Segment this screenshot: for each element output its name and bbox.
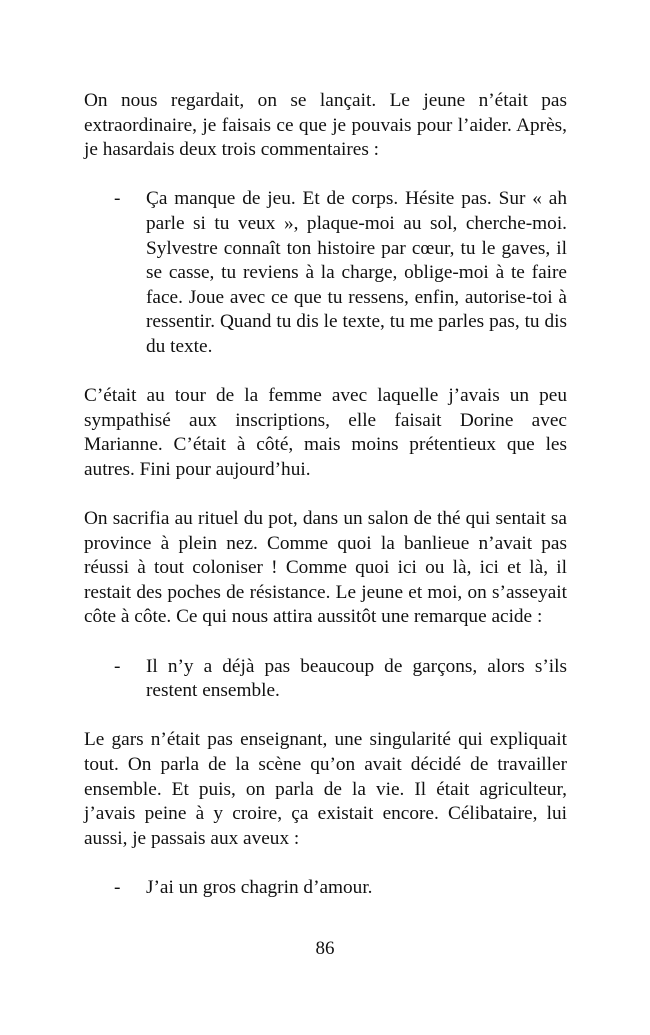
- dialogue-dash: -: [114, 188, 121, 210]
- dialogue-text: Ça manque de jeu. Et de corps. Hésite pas. Sur « ah parle si tu veux », plaque-moi au sol, cherche-moi. Sylvestre connaît ton histoire par cœur, tu le gaves, il se casse, tu reviens à la charge, oblige-moi à te faire face. Joue avec ce que tu ressens, enfin, autorise-toi à ressentir. Quand tu dis le texte, tu me parles pas, tu dis du texte.: [146, 188, 567, 357]
- dialogue-text: J’ai un gros chagrin d’amour.: [146, 877, 373, 898]
- dialogue-text: Il n’y a déjà pas beaucoup de garçons, alors s’ils restent ensemble.: [146, 655, 567, 702]
- dialogue-dash: -: [114, 655, 121, 677]
- spacer: [84, 630, 567, 655]
- spacer: [84, 163, 567, 188]
- paragraph-4: Le gars n’était pas enseignant, une singularité qui expliquait tout. On parla de la scène qu’on avait décidé de travailler ensemble. Et puis, on parla de la vie. Il était agriculteur, j’avais peine à y croire, ça existait encore. Célibataire, lui aussi, je passais aux aveux :: [84, 729, 567, 849]
- dialogue-3: [84, 876, 567, 901]
- dialogue-2: [84, 655, 567, 704]
- spacer: [84, 360, 567, 385]
- dialogue-dash: -: [114, 877, 121, 898]
- page-body: [84, 89, 567, 901]
- spacer: [84, 851, 567, 876]
- paragraph-2: C’était au tour de la femme avec laquelle j’avais un peu sympathisé aux inscriptions, elle faisait Dorine avec Marianne. C’était à côté, mais moins prétentieux que les autres. Fini pour aujourd’hui.: [84, 385, 567, 480]
- paragraph-3: On sacrifia au rituel du pot, dans un salon de thé qui sentait sa province à plein nez. Comme quoi la banlieue n’avait pas réussi à tout coloniser ! Comme quoi ici ou là, ici et là, il restait des poches de résistance. Le jeune et moi, on s’asseyait côte à côte. Ce qui nous attira aussitôt une remarque acide :: [84, 508, 567, 628]
- page-number: 86: [315, 938, 335, 959]
- paragraph-1: On nous regardait, on se lançait. Le jeune n’était pas extraordinaire, je faisais ce que je pouvais pour l’aider. Après, je hasardais deux trois commentaires :: [84, 90, 567, 161]
- dialogue-1: [84, 187, 567, 359]
- spacer: [84, 704, 567, 729]
- spacer: [84, 483, 567, 508]
